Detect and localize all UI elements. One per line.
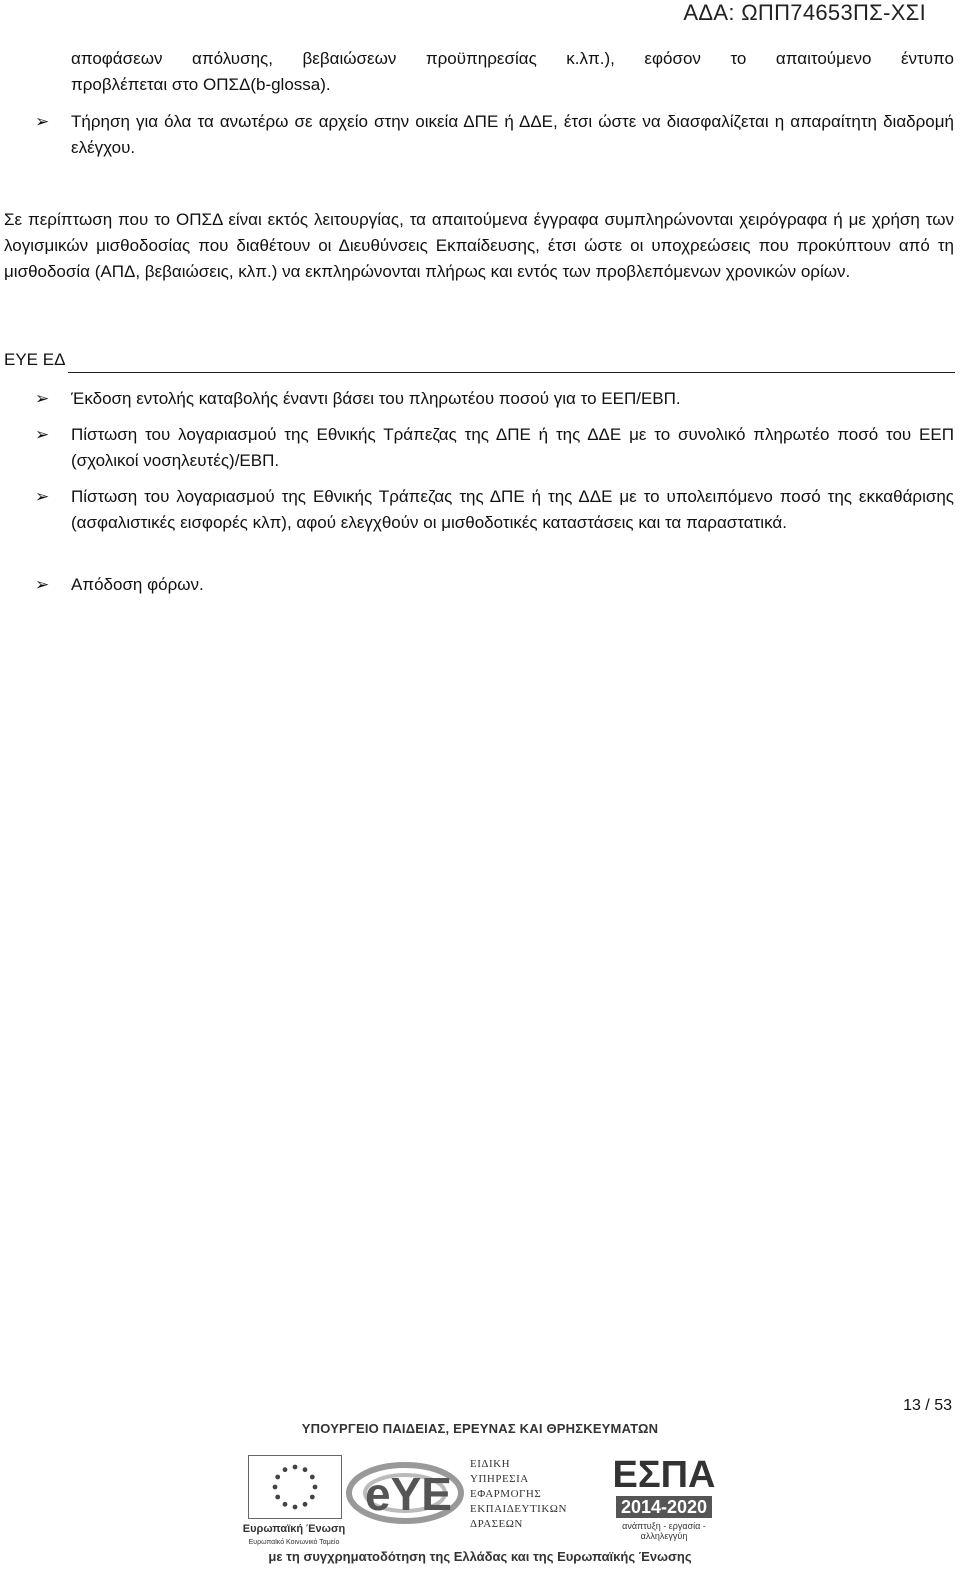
eye-line: ΔΡΑΣΕΩΝ xyxy=(470,1518,523,1530)
arrowhead-bullet-icon: ➢ xyxy=(35,487,50,506)
eye-line: ΕΙΔΙΚΗ xyxy=(470,1458,511,1470)
espa-years: 2014-2020 xyxy=(616,1496,712,1518)
cofinancing-note: με τη συγχρηματοδότηση της Ελλάδας και της Ευρωπαϊκής Ένωσης xyxy=(268,1549,692,1564)
ministry-banner: ΥΠΟΥΡΓΕΙΟ ΠΑΙΔΕΙΑΣ, ΕΡΕΥΝΑΣ ΚΑΙ ΘΡΗΣΚΕΥΜΑΤΩΝ xyxy=(301,1421,659,1436)
espa-logo xyxy=(612,1454,716,1541)
list-item xyxy=(35,386,954,412)
list-item-text: Απόδοση φόρων. xyxy=(71,575,204,594)
arrowhead-bullet-icon: ➢ xyxy=(35,575,50,594)
eu-flag-logo xyxy=(248,1455,342,1519)
list-item-text: Τήρηση για όλα τα ανωτέρω σε αρχείο στην οικεία ΔΠΕ ή ΔΔΕ, έτσι ώστε να διασφαλίζεται η απαραίτητη διαδρομή ελέγχου. xyxy=(71,112,954,157)
list-item xyxy=(35,572,954,598)
svg-text:eYE: eYE xyxy=(365,1468,452,1520)
list-item xyxy=(35,109,954,161)
list-item xyxy=(35,422,954,474)
eye-line: ΥΠΗΡΕΣΙΑ xyxy=(470,1473,529,1485)
espa-tagline: ανάπτυξη - εργασία - αλληλεγγύη xyxy=(622,1521,706,1541)
eu-caption xyxy=(240,1523,348,1549)
ada-code: ΑΔΑ: ΩΠΠ74653ΠΣ-ΧΣΙ xyxy=(683,0,926,25)
eu-caption-title: Ευρωπαϊκή Ένωση xyxy=(242,1523,346,1535)
eye-logo xyxy=(345,1455,465,1535)
section-heading: ΕΥΕ ΕΔ xyxy=(4,350,66,369)
eye-text xyxy=(470,1457,580,1532)
arrowhead-bullet-icon: ➢ xyxy=(35,425,50,444)
list-item-text: Πίστωση του λογαριασμού της Εθνικής Τράπεζας της ΔΠΕ ή της ΔΔΕ με το υπολειπόμενο ποσό της εκκαθάρισης (ασφαλιστικές εισφορές κλπ), αφού ελεγχθούν οι μισθοδοτικές καταστάσεις και τα παραστατικά. xyxy=(71,487,954,532)
continuation-line-2: προβλέπεται στο ΟΠΣΔ(b-glossa). xyxy=(71,75,331,94)
continuation-line-1: αποφάσεων απόλυσης, βεβαιώσεων προϋπηρεσίας κ.λπ.), εφόσον το απαιτούμενο έντυπο xyxy=(71,49,954,68)
list-item xyxy=(35,484,954,536)
list-item-text: Έκδοση εντολής καταβολής έναντι βάσει του πληρωτέου ποσού για το ΕΕΠ/ΕΒΠ. xyxy=(71,389,681,408)
section-rule xyxy=(68,372,955,373)
eye-line: ΕΦΑΡΜΟΓΗΣ xyxy=(470,1488,542,1500)
arrowhead-bullet-icon: ➢ xyxy=(35,112,50,131)
eu-caption-subtitle: Ευρωπαϊκό Κοινωνικό Ταμείο xyxy=(248,1539,340,1546)
arrowhead-bullet-icon: ➢ xyxy=(35,389,50,408)
page-number: 13 / 53 xyxy=(903,1397,952,1414)
list-item-text: Πίστωση του λογαριασμού της Εθνικής Τράπεζας της ΔΠΕ ή της ΔΔΕ με το συνολικό πληρωτέο ποσό του ΕΕΠ (σχολικοί νοσηλευτές)/ΕΒΠ. xyxy=(71,425,954,470)
body-paragraph: Σε περίπτωση που το ΟΠΣΔ είναι εκτός λειτουργίας, τα απαιτούμενα έγγραφα συμπληρώνονται χειρόγραφα ή με χρήση των λογισμικών μισθοδοσίας που διαθέτουν οι Διευθύνσεις Εκπαίδευσης, έτσι ώστε οι υποχρεώσεις που προκύπτουν από τη μισθοδοσία (ΑΠΔ, βεβαιώσεις, κλπ.) να εκπληρώνονται πλήρως και εντός των προβλεπόμενων χρονικών ορίων. xyxy=(4,210,954,281)
eye-line: ΕΚΠΑΙΔΕΥΤΙΚΩΝ xyxy=(470,1503,567,1515)
espa-title: ΕΣΠΑ xyxy=(612,1454,716,1496)
